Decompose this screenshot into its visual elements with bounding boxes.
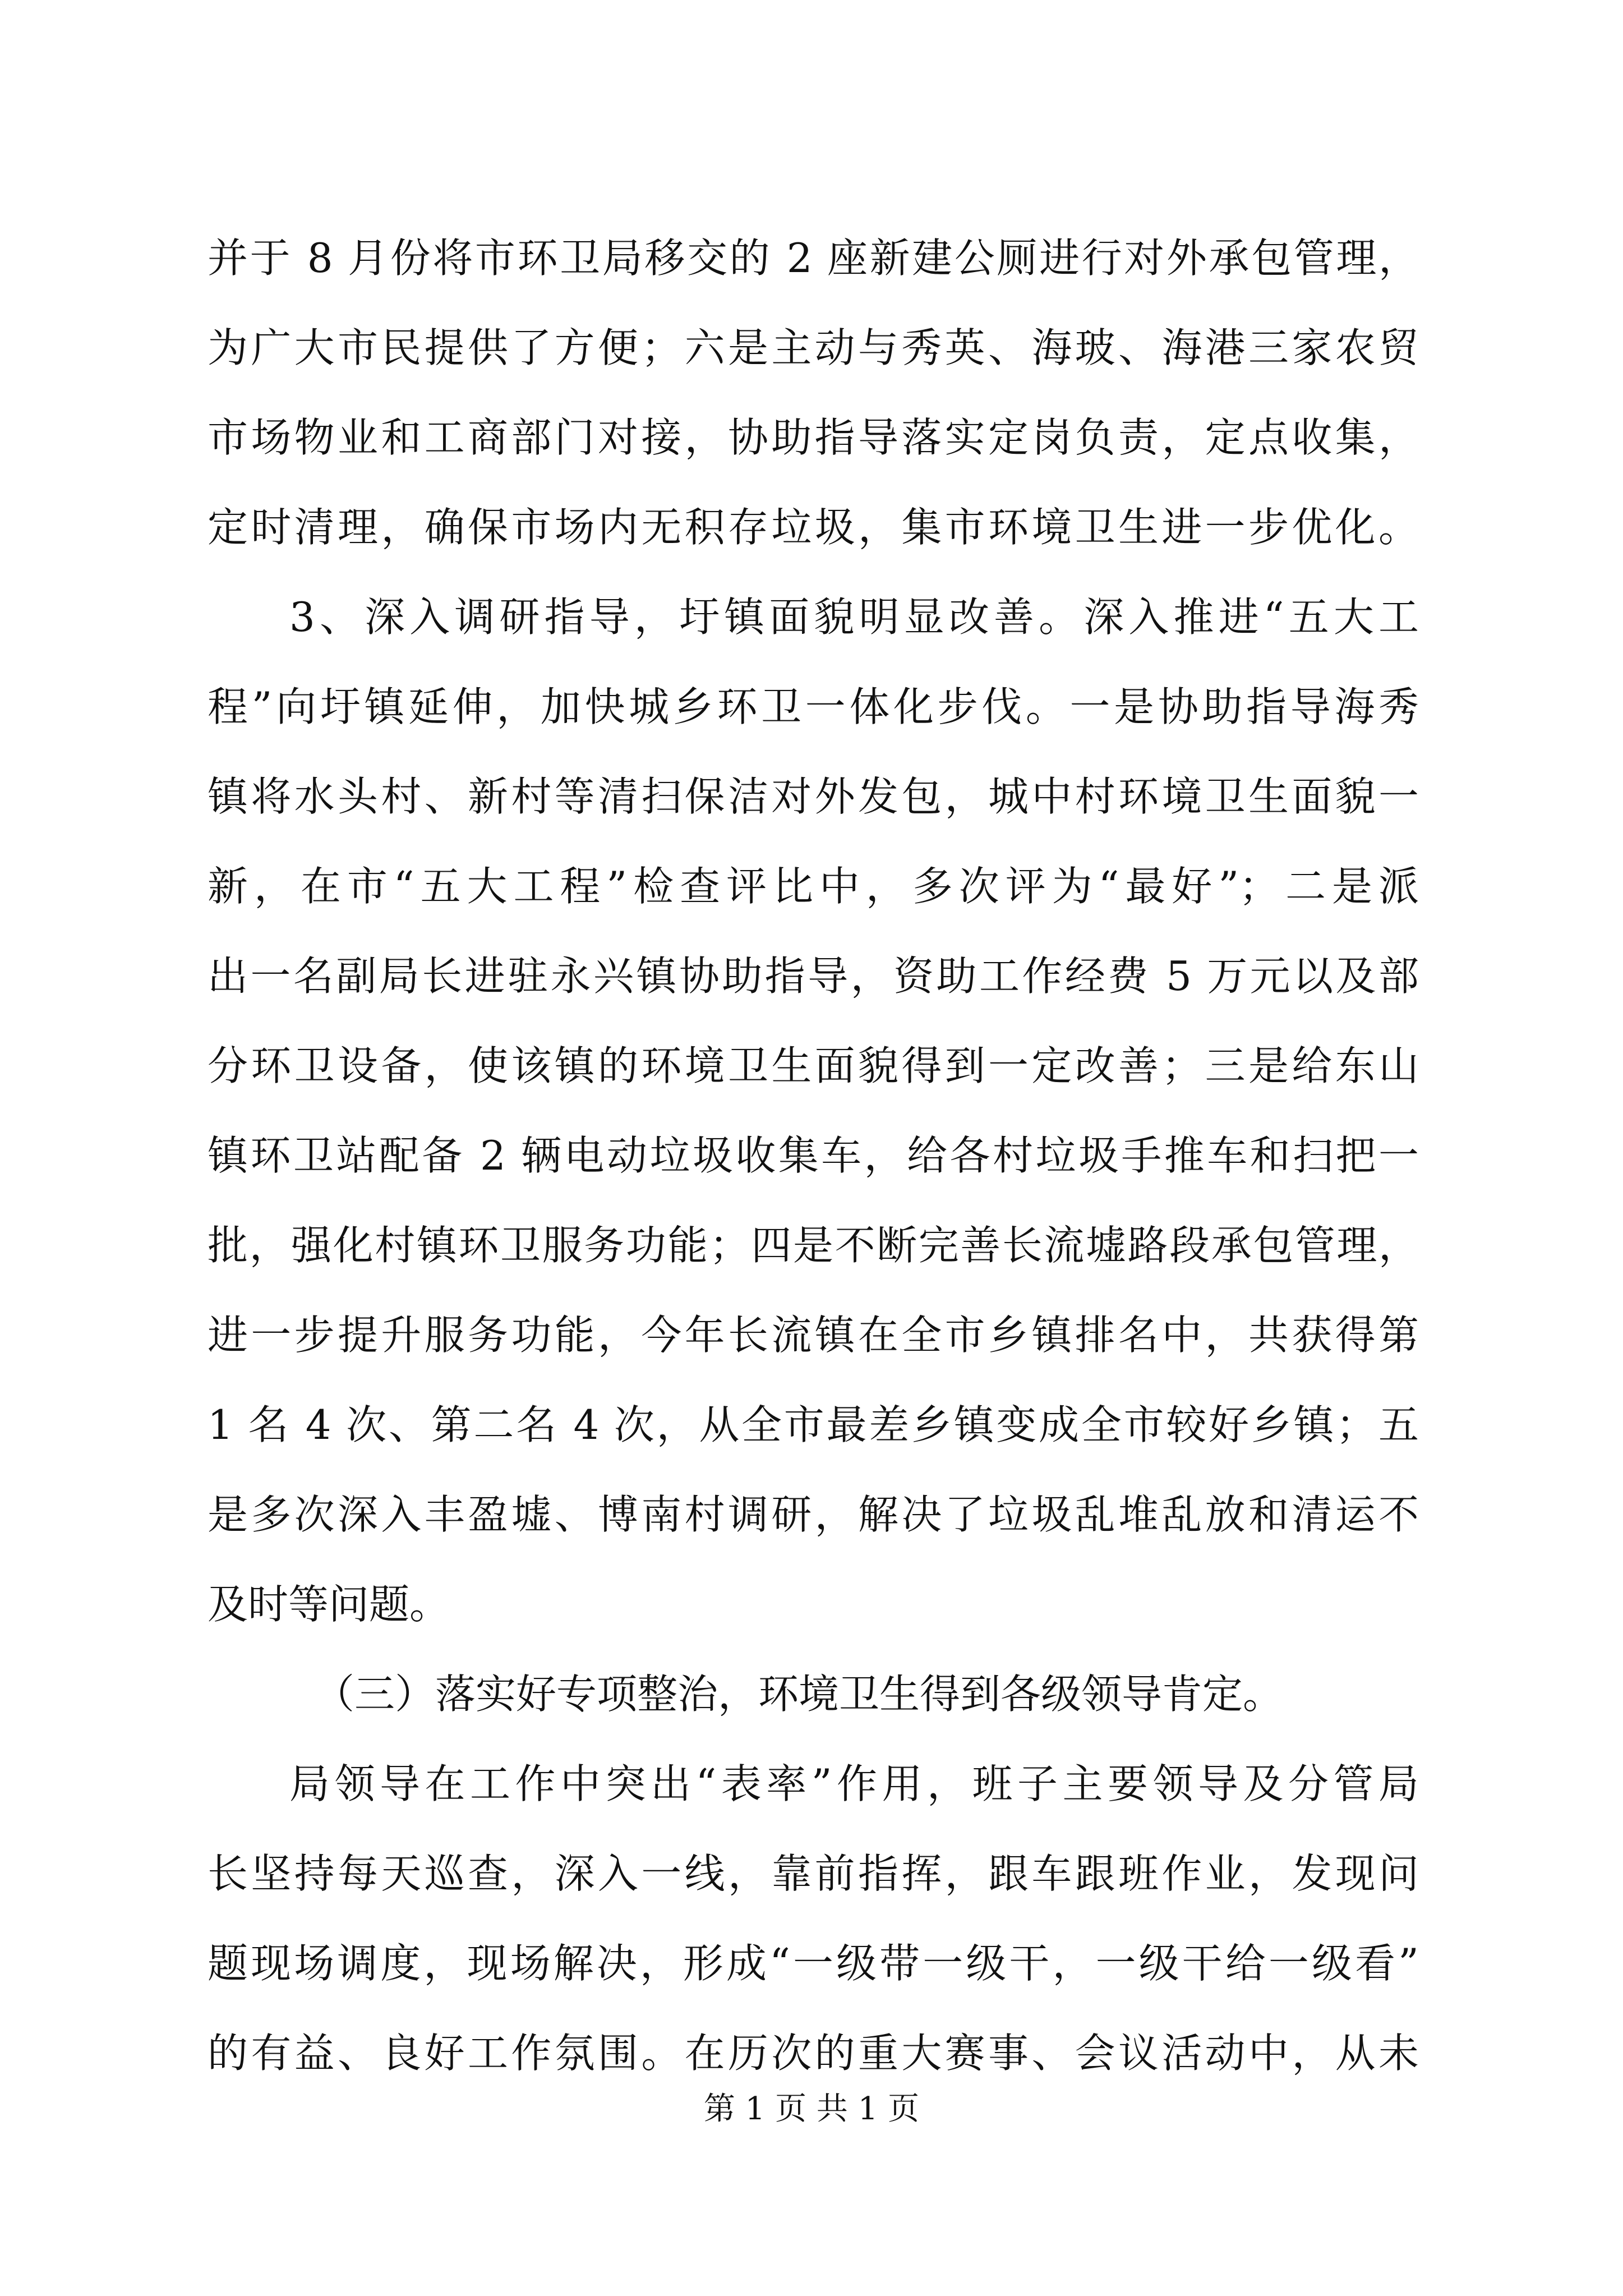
paragraph-line: 定时清理，确保市场内无积存垃圾，集市环境卫生进一步优化。 <box>208 504 1419 551</box>
page-number-footer: 第 1 页 共 1 页 <box>703 2091 920 2127</box>
paragraph-line: 市场物业和工商部门对接，协助指导落实定岗负责，定点收集， <box>208 414 1419 461</box>
paragraph-line: 为广大市民提供了方便；六是主动与秀英、海玻、海港三家农贸 <box>208 324 1419 371</box>
paragraph-line: 是多次深入丰盈墟、博南村调研，解决了垃圾乱堆乱放和清运不 <box>208 1491 1419 1538</box>
paragraph-line: 进一步提升服务功能，今年长流镇在全市乡镇排名中，共获得第 <box>208 1312 1419 1359</box>
paragraph-line: 分环卫设备，使该镇的环境卫生面貌得到一定改善；三是给东山 <box>208 1042 1419 1089</box>
paragraph-line: 批，强化村镇环卫服务功能；四是不断完善长流墟路段承包管理， <box>208 1222 1419 1269</box>
paragraph-line: 镇将水头村、新村等清扫保洁对外发包，城中村环境卫生面貌一 <box>208 773 1419 820</box>
paragraph-line: 镇环卫站配备 2 辆电动垃圾收集车，给各村垃圾手推车和扫把一 <box>208 1132 1419 1179</box>
paragraph-line: 题现场调度，现场解决，形成“一级带一级干，一级干给一级看” <box>208 1940 1419 1987</box>
paragraph-line: 的有益、良好工作氛围。在历次的重大赛事、会议活动中，从未 <box>208 2030 1419 2077</box>
subsection-heading: （三）落实好专项整治，环境卫生得到各级领导肯定。 <box>314 1671 1284 1718</box>
paragraph-line: 程”向圩镇延伸，加快城乡环卫一体化步伐。一是协助指导海秀 <box>208 683 1419 730</box>
paragraph-line: 并于 8 月份将市环卫局移交的 2 座新建公厕进行对外承包管理， <box>208 234 1419 282</box>
paragraph-line: 及时等问题。 <box>208 1581 450 1628</box>
paragraph-line: 新，在市“五大工程”检查评比中，多次评为“最好”；二是派 <box>208 863 1419 910</box>
paragraph-line: 1 名 4 次、第二名 4 次，从全市最差乡镇变成全市较好乡镇；五 <box>208 1401 1419 1448</box>
paragraph-line: 局领导在工作中突出“表率”作用，班子主要领导及分管局 <box>289 1760 1419 1807</box>
paragraph-line: 出一名副局长进驻永兴镇协助指导，资助工作经费 5 万元以及部 <box>208 953 1419 1000</box>
section-heading-line: 3、深入调研指导，圩镇面貌明显改善。深入推进“五大工 <box>289 593 1419 641</box>
paragraph-line: 长坚持每天巡查，深入一线，靠前指挥，跟车跟班作业，发现问 <box>208 1850 1419 1897</box>
